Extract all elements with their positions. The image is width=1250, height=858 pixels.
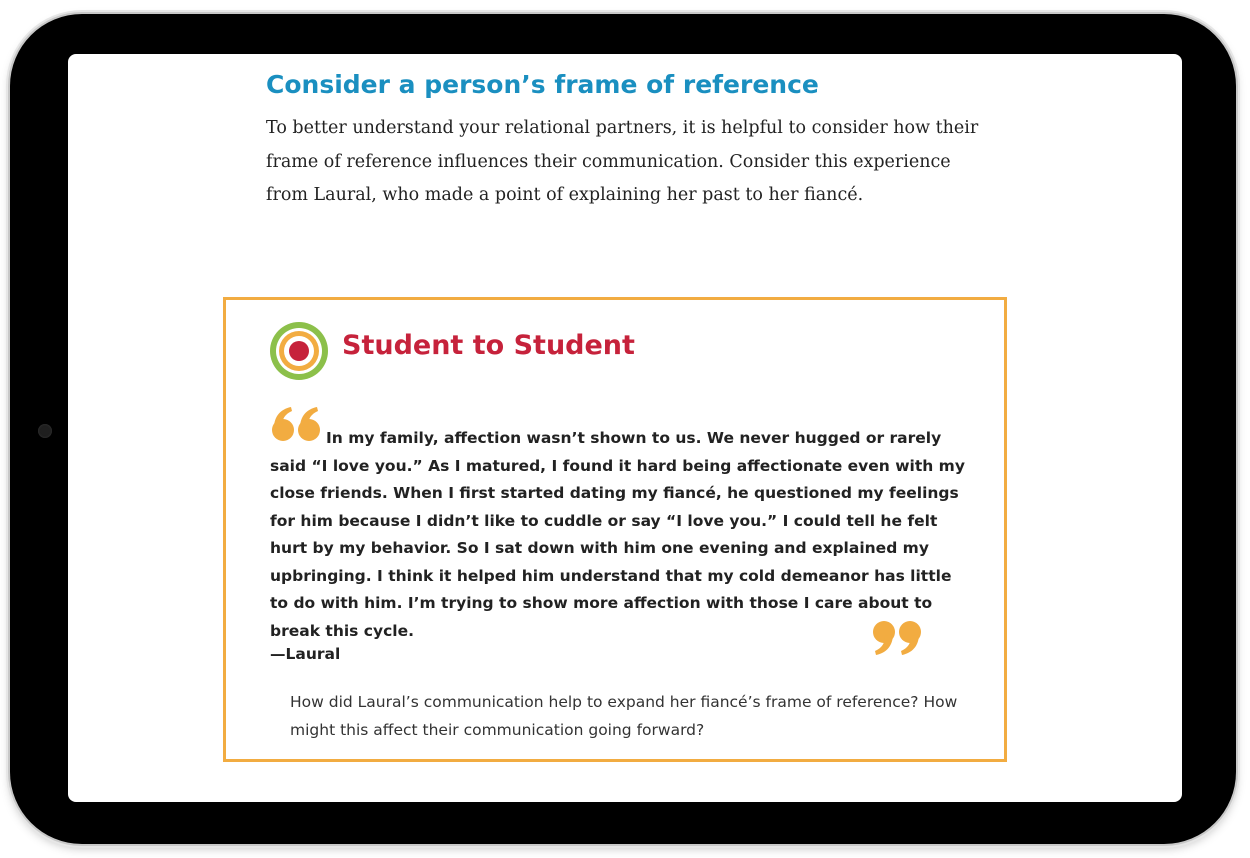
- quote-attribution: —Laural: [270, 645, 341, 663]
- quote-text: In my family, affection wasn’t shown to us. We never hugged or rarely said “I love you.” As I matured, I found it hard being affectionate even with my close friends. When I first started dating my fiancé, he questioned my feelings for him because I didn’t like to cuddle or say “I love you.” I could tell he felt hurt by my behavior. So I sat down with him one evening and explained my upbringing. I think it helped him understand that my cold demeanor has little to do with him. I’m trying to show more affection with those I care about to break this cycle.: [270, 429, 965, 640]
- section-heading: Consider a person’s frame of reference: [266, 70, 819, 99]
- reflection-question: How did Laural’s communication help to expand her fiancé’s frame of reference? How might this affect their communication going forward?: [290, 693, 958, 739]
- close-quote-icon: [870, 620, 924, 656]
- tablet-frame: [10, 14, 1236, 844]
- callout-title: Student to Student: [342, 330, 635, 361]
- student-to-student-callout: [223, 297, 1007, 762]
- camera-dot: [38, 424, 52, 438]
- tablet-screen: [68, 54, 1182, 802]
- intro-paragraph: To better understand your relational partners, it is helpful to consider how their frame of reference influences their communication. Consider this experience from Laural, who made a point of explaining her past to her fiancé.: [266, 118, 979, 205]
- target-icon: [268, 320, 330, 382]
